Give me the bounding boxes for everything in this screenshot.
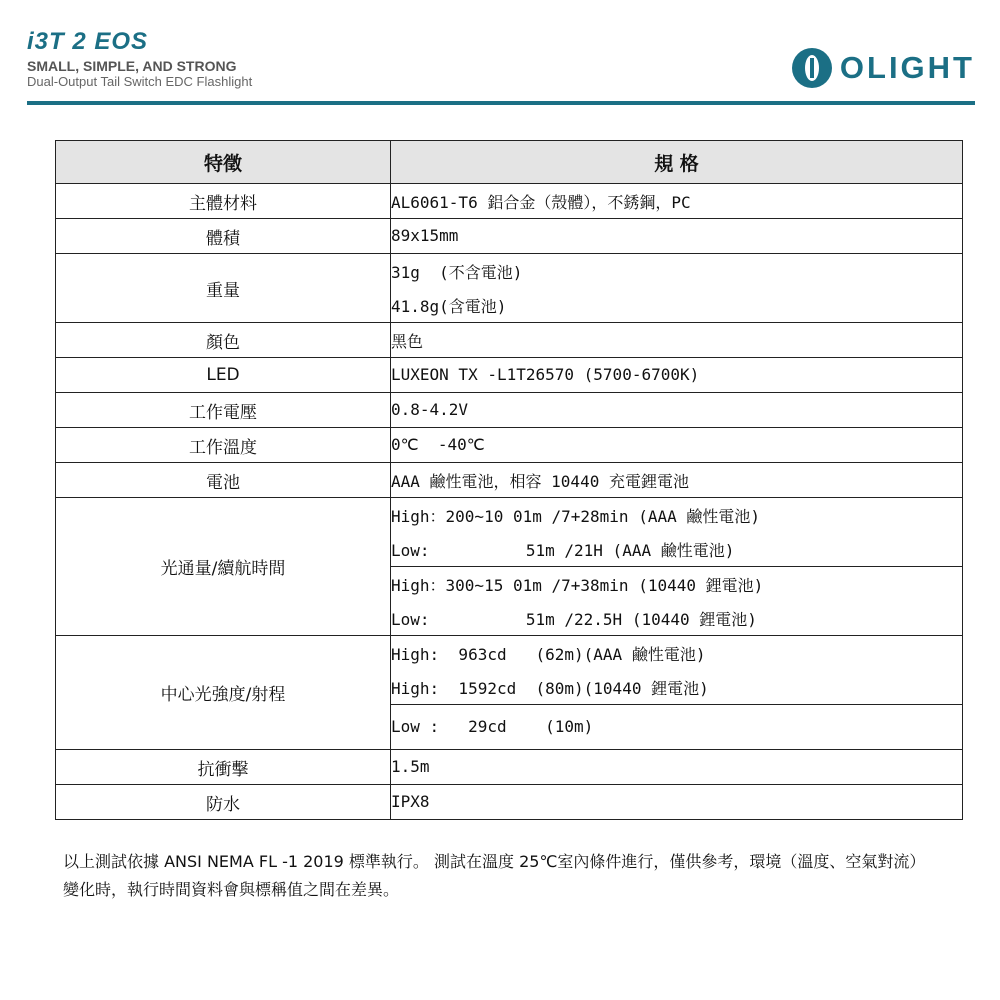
product-subtitle: Dual-Output Tail Switch EDC Flashlight: [27, 74, 253, 89]
header-divider: [27, 101, 975, 105]
row-value: High：300~15 01m /7+38min (10440 鋰電池): [391, 575, 764, 595]
row-label: LED: [56, 358, 391, 393]
row-value: 1.5m: [391, 757, 430, 776]
row-value: LUXEON TX -L1T26570 (5700-6700K): [391, 365, 700, 384]
row-value: IPX8: [391, 792, 430, 811]
row-label: 防水: [56, 785, 391, 820]
table-row: [56, 358, 963, 393]
table-row: [56, 323, 963, 358]
table-row: [56, 219, 963, 254]
table-row: [56, 463, 963, 498]
spec-table: [55, 140, 963, 820]
olight-logo: [792, 48, 975, 88]
row-value: 0℃ -40℃: [391, 435, 485, 454]
table-header-row: [56, 141, 963, 184]
test-footnote: 以上測試依據 ANSI NEMA FL -1 2019 標準執行。 測試在溫度 25℃室內條件進行，僅供參考，環境（溫度、空氣對流）變化時，執行時間資料會與標稱值之間在差異。: [63, 852, 926, 899]
table-row: [56, 785, 963, 820]
row-label: 光通量/續航時間: [56, 498, 391, 636]
row-value: High：200~10 01m /7+28min (AAA 鹼性電池): [391, 506, 760, 526]
product-logo: i3T 2 EOS: [27, 28, 149, 55]
olight-wordmark: OLIGHT: [839, 50, 975, 85]
row-value: AL6061-T6 鋁合金（殼體），不銹鋼，PC: [391, 192, 691, 212]
table-row: [56, 428, 963, 463]
row-value: 89x15mm: [391, 226, 459, 245]
row-value: 41.8g(含電池): [391, 296, 507, 316]
table-row: [56, 254, 963, 289]
row-value: High: 963cd (62m)(AAA 鹼性電池): [391, 644, 706, 664]
row-value: 31g (不含電池): [391, 262, 523, 282]
olight-logo-icon: [792, 48, 832, 88]
product-tagline: SMALL, SIMPLE, AND STRONG: [27, 58, 237, 74]
table-row: [56, 393, 963, 428]
row-value: Low: 51m /21H (AAA 鹼性電池): [391, 540, 735, 560]
table-row: [56, 498, 963, 533]
row-value: Low: 51m /22.5H (10440 鋰電池): [391, 609, 757, 629]
row-label: 中心光強度/射程: [56, 636, 391, 750]
row-label: 體積: [56, 219, 391, 254]
header-feature: 特徵: [56, 141, 391, 184]
row-label: 工作溫度: [56, 428, 391, 463]
row-label: 工作電壓: [56, 393, 391, 428]
row-value: 黑色: [391, 331, 424, 351]
table-row: [56, 184, 963, 219]
row-label: 主體材料: [56, 184, 391, 219]
row-label: 重量: [56, 254, 391, 323]
row-value: High: 1592cd (80m)(10440 鋰電池): [391, 678, 709, 698]
row-value: Low : 29cd (10m): [391, 717, 594, 736]
row-value: AAA 鹼性電池，相容 10440 充電鋰電池: [391, 471, 689, 491]
row-value: 0.8-4.2V: [391, 400, 469, 419]
table-row: [56, 636, 963, 671]
row-label: 抗衝擊: [56, 750, 391, 785]
row-label: 顏色: [56, 323, 391, 358]
header-spec: 規 格: [391, 141, 963, 184]
table-row: [56, 750, 963, 785]
product-brand-block: [27, 30, 252, 89]
row-label: 電池: [56, 463, 391, 498]
